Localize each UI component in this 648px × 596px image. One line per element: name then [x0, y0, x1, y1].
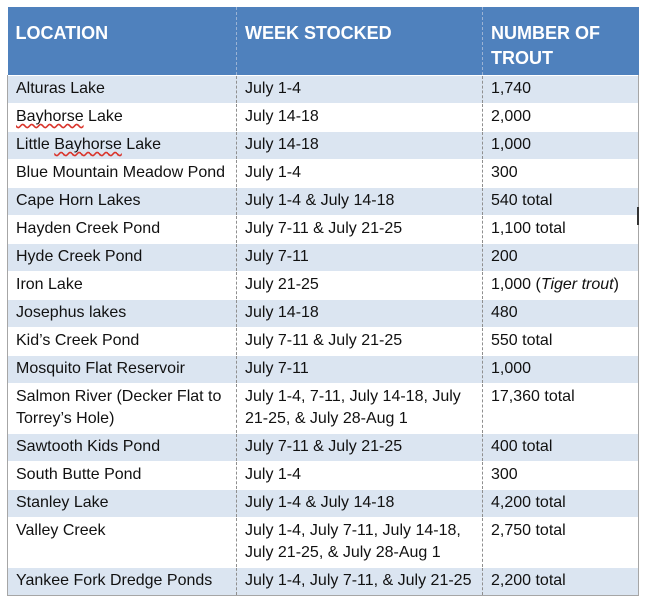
- week-cell: July 14-18: [237, 104, 483, 132]
- location-cell: Sawtooth Kids Pond: [8, 434, 237, 462]
- week-cell: July 1-4: [237, 462, 483, 490]
- table-row: [8, 518, 639, 568]
- location-cell: Josephus lakes: [8, 300, 237, 328]
- location-cell: Stanley Lake: [8, 490, 237, 518]
- trout-stocking-table: [7, 7, 639, 596]
- table-body: [8, 76, 639, 596]
- tiger-trout-note: Tiger trout: [540, 276, 614, 293]
- number-cell: 540 total: [483, 188, 639, 216]
- number-cell: 480: [483, 300, 639, 328]
- table-row: [8, 272, 639, 300]
- week-cell: July 1-4: [237, 160, 483, 188]
- number-text: ): [613, 276, 619, 293]
- table-row: [8, 188, 639, 216]
- number-cell: 4,200 total: [483, 490, 639, 518]
- table-row: [8, 216, 639, 244]
- week-cell: July 7-11 & July 21-25: [237, 434, 483, 462]
- week-cell: July 14-18: [237, 300, 483, 328]
- number-cell: 1,000: [483, 356, 639, 384]
- table-row: [8, 384, 639, 434]
- location-cell: [8, 104, 237, 132]
- week-cell: July 1-4, July 7-11, July 14-18, July 21-25, & July 28-Aug 1: [237, 518, 483, 568]
- week-cell: July 1-4 & July 14-18: [237, 490, 483, 518]
- location-cell: South Butte Pond: [8, 462, 237, 490]
- location-cell: Mosquito Flat Reservoir: [8, 356, 237, 384]
- location-cell: Cape Horn Lakes: [8, 188, 237, 216]
- table-row: [8, 76, 639, 104]
- number-cell: 1,000: [483, 132, 639, 160]
- number-cell: 2,000: [483, 104, 639, 132]
- week-cell: July 1-4 & July 14-18: [237, 188, 483, 216]
- text-cursor: [637, 207, 639, 225]
- table-row: [8, 132, 639, 160]
- location-cell: Kid’s Creek Pond: [8, 328, 237, 356]
- location-text: Little: [16, 136, 55, 153]
- table-row: [8, 160, 639, 188]
- table-row: [8, 568, 639, 596]
- table-row: [8, 104, 639, 132]
- header-location: LOCATION: [8, 7, 237, 76]
- header-row: [8, 7, 639, 76]
- number-cell: 2,750 total: [483, 518, 639, 568]
- header-week-stocked: WEEK STOCKED: [237, 7, 483, 76]
- location-cell: Hayden Creek Pond: [8, 216, 237, 244]
- number-cell: 17,360 total: [483, 384, 639, 434]
- week-cell: July 7-11: [237, 244, 483, 272]
- table-row: [8, 434, 639, 462]
- table-row: [8, 490, 639, 518]
- location-cell: Blue Mountain Meadow Pond: [8, 160, 237, 188]
- location-cell: Hyde Creek Pond: [8, 244, 237, 272]
- number-cell: [483, 272, 639, 300]
- location-cell: Yankee Fork Dredge Ponds: [8, 568, 237, 596]
- number-cell: 300: [483, 462, 639, 490]
- number-cell: 1,100 total: [483, 216, 639, 244]
- location-cell: Alturas Lake: [8, 76, 237, 104]
- table-row: [8, 462, 639, 490]
- week-cell: July 1-4, July 7-11, & July 21-25: [237, 568, 483, 596]
- week-cell: July 1-4: [237, 76, 483, 104]
- table-row: [8, 300, 639, 328]
- number-cell: 2,200 total: [483, 568, 639, 596]
- spelling-flagged-word: Bayhorse: [16, 108, 84, 125]
- number-cell: 550 total: [483, 328, 639, 356]
- location-text: Lake: [83, 108, 123, 125]
- location-cell: [8, 132, 237, 160]
- number-text: 1,000 (: [491, 276, 541, 293]
- location-text: Lake: [121, 136, 161, 153]
- location-cell: Iron Lake: [8, 272, 237, 300]
- week-cell: July 7-11 & July 21-25: [237, 328, 483, 356]
- number-cell: 200: [483, 244, 639, 272]
- spelling-flagged-word: Bayhorse: [54, 136, 122, 153]
- table-row: [8, 328, 639, 356]
- week-cell: July 7-11: [237, 356, 483, 384]
- table-header: [8, 7, 639, 76]
- number-cell: 1,740: [483, 76, 639, 104]
- header-number-of-trout: NUMBER OF TROUT: [483, 7, 639, 76]
- week-cell: July 1-4, 7-11, July 14-18, July 21-25, & July 28-Aug 1: [237, 384, 483, 434]
- week-cell: July 14-18: [237, 132, 483, 160]
- week-cell: July 21-25: [237, 272, 483, 300]
- week-cell: July 7-11 & July 21-25: [237, 216, 483, 244]
- number-cell: 300: [483, 160, 639, 188]
- location-cell: Valley Creek: [8, 518, 237, 568]
- location-cell: Salmon River (Decker Flat to Torrey’s Hole): [8, 384, 237, 434]
- table-row: [8, 356, 639, 384]
- number-cell: 400 total: [483, 434, 639, 462]
- table-row: [8, 244, 639, 272]
